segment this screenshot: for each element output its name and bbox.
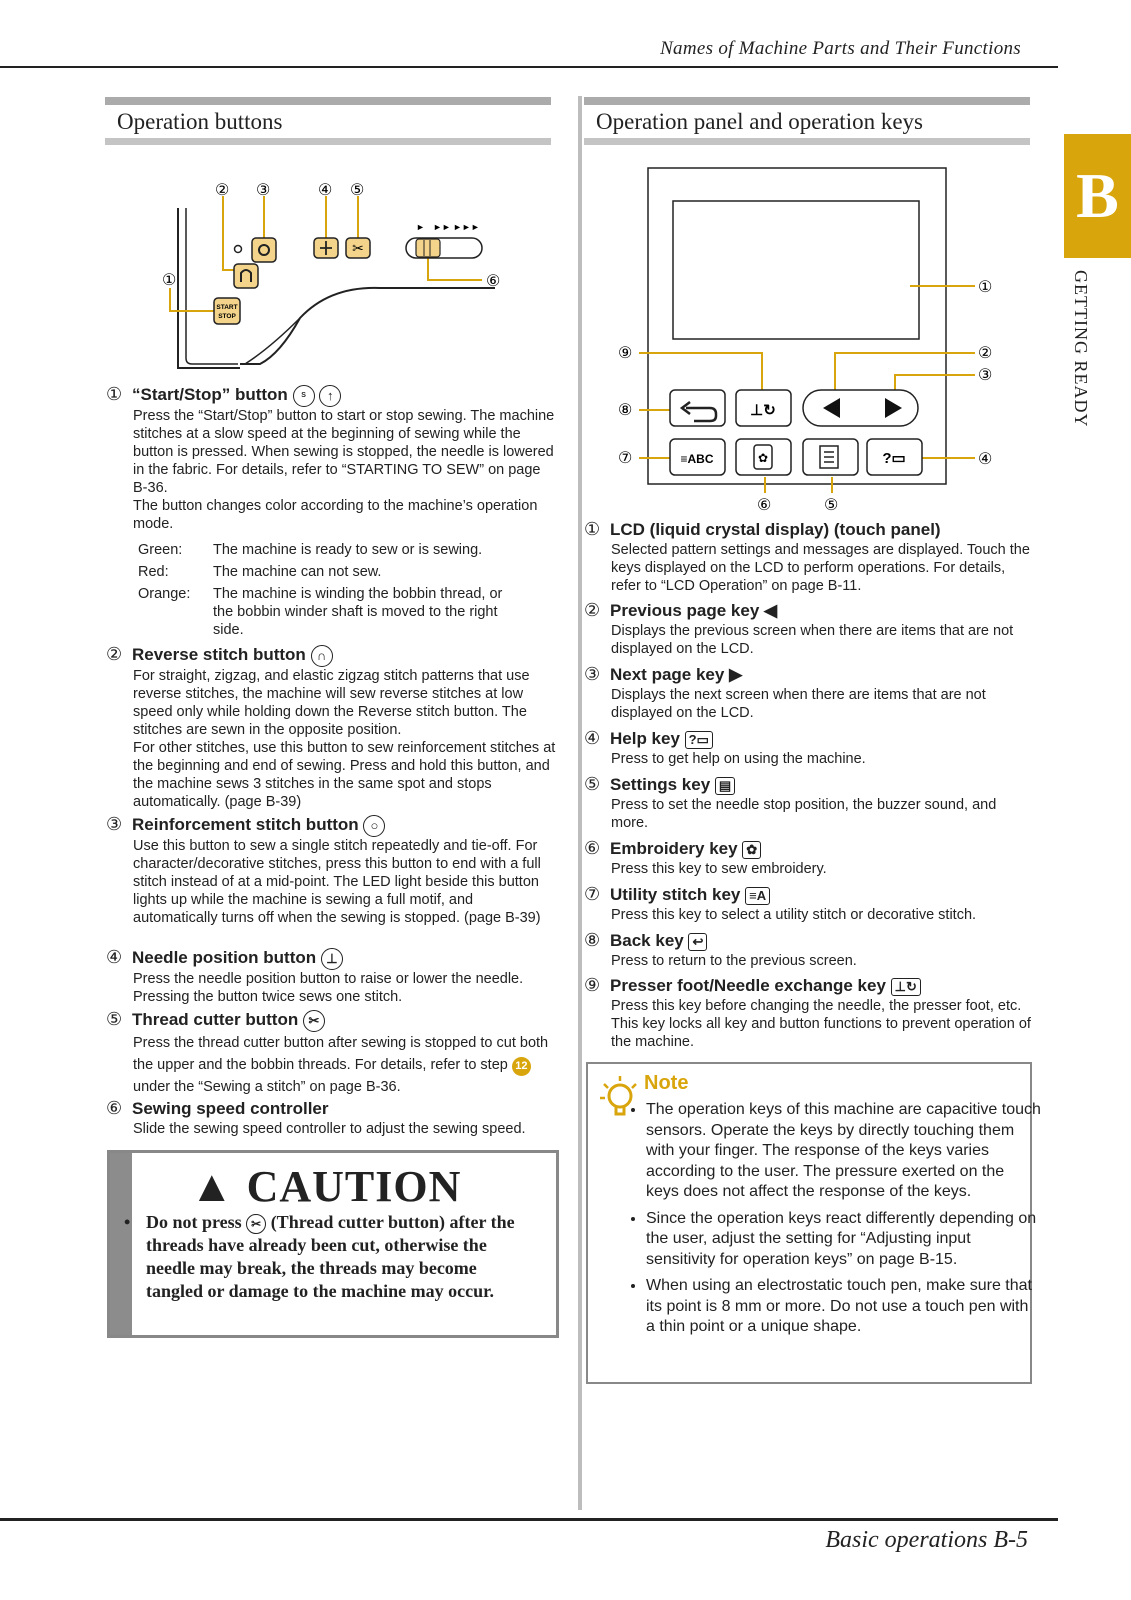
panel-callout-7: ⑦ xyxy=(618,450,633,467)
item-number: ⑦ xyxy=(584,884,601,904)
item-number: ⑤ xyxy=(106,1009,123,1029)
color-key: Green: xyxy=(138,541,183,558)
caution-title xyxy=(190,1161,461,1212)
caution-strip xyxy=(110,1153,132,1335)
item-body: Press this key to sew embroidery. xyxy=(611,861,827,877)
reverse-stitch-button[interactable] xyxy=(234,264,258,288)
lcd-screen xyxy=(673,201,919,339)
section-head-operation-buttons xyxy=(105,97,551,145)
item-number: ⑥ xyxy=(584,838,601,858)
item-utility-stitch xyxy=(584,883,1034,924)
item-previous-page xyxy=(584,599,1034,658)
item-body: Slide the sewing speed controller to adjust the sewing speed. xyxy=(133,1121,526,1137)
up-arrow-icon: ↑ xyxy=(319,385,341,407)
help-icon: ?▭ xyxy=(882,450,906,467)
item-title: Back key xyxy=(610,931,684,950)
speed-slow-mark: ► xyxy=(416,222,425,232)
item-speed-controller xyxy=(106,1097,556,1138)
item-body: Use this button to sew a single stitch repeatedly and tie-off. For character/decorative stitches, press this button to end with a full stitch instead of at a mid-point. The LED light beside this button lights up while the machine is sewing a full motif, and automatically turns off when the sewing is stopped. (page B-39) xyxy=(133,837,541,926)
panel-callout-4: ④ xyxy=(978,451,993,468)
caution-text-before: Do not press xyxy=(146,1212,242,1232)
note-item: • Since the operation keys react differently depending on the user, adjust the setting for “Adjusting input sensitivity for operation keys” on page B-15. xyxy=(646,1209,1041,1271)
note-list xyxy=(628,1100,1041,1344)
item-reinforcement-stitch xyxy=(106,813,556,927)
color-desc: The machine is winding the bobbin thread, or the bobbin winder shaft is moved to the right side. xyxy=(213,585,503,638)
panel-callout-6: ⑥ xyxy=(757,497,772,514)
item-number: ⑨ xyxy=(584,975,601,995)
embroidery-key[interactable] xyxy=(736,439,791,475)
speed-medium-mark: ►► xyxy=(433,222,451,232)
note-title: Note xyxy=(644,1072,689,1094)
item-body: For other stitches, use this button to sew reinforcement stitches at the beginning and end of sewing. Press and hold this button, and the machine sews 3 stitches in the same spot and stops automatically. (page B-39) xyxy=(133,739,556,810)
item-body: Selected pattern settings and messages are displayed. Touch the keys displayed on the LCD to perform operations. For details, refer to “LCD Operation” on page B-11. xyxy=(611,542,1030,594)
help-icon: ?▭ xyxy=(685,731,713,749)
item-title: Needle position button xyxy=(132,948,317,967)
item-number: ⑥ xyxy=(106,1098,123,1118)
operation-panel-diagram xyxy=(610,165,1010,517)
item-title: Reverse stitch button xyxy=(132,645,306,664)
item-title: LCD (liquid crystal display) (touch panel) xyxy=(610,520,941,539)
previous-icon: ◀ xyxy=(764,601,778,620)
item-lcd xyxy=(584,518,1034,595)
item-body: Press the thread cutter button after sewing is stopped to cut both the upper and the bobbin threads. For details, refer to step xyxy=(133,1034,549,1073)
led-indicator xyxy=(235,246,242,253)
item-number: ② xyxy=(584,600,601,620)
item-body: The button changes color according to the machine’s operation mode. xyxy=(133,497,538,532)
item-title: Presser foot/Needle exchange key xyxy=(610,976,886,995)
item-body: Press to set the needle stop position, the buzzer sound, and more. xyxy=(611,797,997,831)
color-desc: The machine is ready to sew or is sewing. xyxy=(213,541,483,558)
caution-text xyxy=(124,1211,526,1303)
scissors-icon: ✂ xyxy=(352,240,364,256)
embroidery-icon: ✿ xyxy=(742,841,761,859)
item-number: ④ xyxy=(106,947,123,967)
back-icon: ↩ xyxy=(688,933,707,951)
utility-stitch-key[interactable] xyxy=(670,439,725,475)
presser-foot-icon: ⊥↻ xyxy=(891,978,921,996)
section-title: Operation panel and operation keys xyxy=(596,109,923,134)
thread-cutter-button[interactable] xyxy=(346,238,370,258)
step-badge: 12 xyxy=(512,1057,531,1076)
item-number: ① xyxy=(106,384,123,404)
item-number: ① xyxy=(584,519,601,539)
item-body: Press the “Start/Stop” button to start or stop sewing. The machine stitches at a slow speed at the beginning of sewing while the button is pressed. When sewing is stopped, the needle is lowered in the fabric. For details, refer to “STARTING TO SEW” on page B-36. xyxy=(133,407,555,496)
item-body: Press this key to select a utility stitch or decorative stitch. xyxy=(611,907,977,923)
callout-3: ③ xyxy=(256,182,271,199)
reinforcement-icon: ○ xyxy=(363,815,385,837)
callout-4: ④ xyxy=(318,182,333,199)
item-body: Press to return to the previous screen. xyxy=(611,953,857,969)
callout-6: ⑥ xyxy=(486,273,501,290)
item-number: ⑤ xyxy=(584,774,601,794)
stop-label: STOP xyxy=(218,313,236,320)
scissors-icon: ✂ xyxy=(303,1010,325,1032)
panel-callout-9: ⑨ xyxy=(618,345,633,362)
item-body: Displays the next screen when there are items that are not displayed on the LCD. xyxy=(611,687,986,721)
panel-callout-2: ② xyxy=(978,345,993,362)
item-number: ② xyxy=(106,644,123,664)
item-number: ④ xyxy=(584,728,601,748)
embroidery-icon: ✿ xyxy=(757,451,769,465)
caution-title-text: CAUTION xyxy=(246,1162,462,1211)
item-title: Embroidery key xyxy=(610,839,738,858)
note-item: • When using an electrostatic touch pen, make sure that its point is 8 mm or more. Do not use a touch pen with a thin point or a unique shape. xyxy=(646,1276,1041,1338)
running-head: Names of Machine Parts and Their Functions xyxy=(660,38,1021,59)
item-title: “Start/Stop” button xyxy=(132,385,288,404)
footer-text: Basic operations B-5 xyxy=(825,1527,1028,1553)
presser-foot-icon: ⊥↻ xyxy=(750,402,776,419)
warning-icon: ▲ xyxy=(190,1162,235,1211)
item-body: For straight, zigzag, and elastic zigzag stitch patterns that use reverse stitches, the machine will sew reverse stitches at low speed only while holding down the Reverse stitch button. The stitches are sewn in the opposite position. xyxy=(133,667,530,738)
panel-callout-8: ⑧ xyxy=(618,402,633,419)
color-desc: The machine can not sew. xyxy=(213,563,382,580)
start-stop-button[interactable] xyxy=(214,298,240,324)
color-key: Red: xyxy=(138,563,169,580)
chapter-tab: B xyxy=(1064,134,1131,258)
item-title: Sewing speed controller xyxy=(132,1099,329,1118)
speed-controller-slider[interactable] xyxy=(406,238,482,258)
item-thread-cutter xyxy=(106,1008,556,1098)
presser-foot-needle-exchange-key[interactable] xyxy=(736,390,791,426)
utility-stitch-icon: ≡A xyxy=(745,887,770,905)
note-box xyxy=(586,1062,1041,1384)
needle-position-icon: ⊥ xyxy=(321,948,343,970)
item-body: Press to get help on using the machine. xyxy=(611,751,866,767)
footer-rule xyxy=(0,1518,1058,1521)
item-help xyxy=(584,727,1034,768)
panel-callout-5: ⑤ xyxy=(824,497,839,514)
bullet: • xyxy=(124,1212,131,1232)
item-number: ⑧ xyxy=(584,930,601,950)
item-title: Thread cutter button xyxy=(132,1010,299,1029)
color-key: Orange: xyxy=(138,585,191,602)
needle-position-button[interactable] xyxy=(314,238,338,258)
caution-box xyxy=(107,1150,559,1338)
next-icon: ▶ xyxy=(729,665,743,684)
speed-fast-mark: ►►► xyxy=(453,222,480,232)
callout-5: ⑤ xyxy=(350,182,365,199)
section-title: Operation buttons xyxy=(117,109,283,134)
item-back xyxy=(584,929,1034,970)
item-title: Reinforcement stitch button xyxy=(132,815,359,834)
item-title: Settings key xyxy=(610,775,711,794)
item-presser-foot-exchange xyxy=(584,974,1034,1051)
item-body: Press the needle position button to raise or lower the needle. Pressing the button twice sews one stitch. xyxy=(133,970,524,1005)
item-title: Next page key xyxy=(610,665,725,684)
item-body: under the “Sewing a stitch” on page B-36. xyxy=(133,1078,401,1095)
reinforcement-stitch-button[interactable] xyxy=(252,238,276,262)
help-key[interactable] xyxy=(867,439,922,475)
item-reverse-stitch xyxy=(106,643,556,811)
item-title: Help key xyxy=(610,729,680,748)
scissors-icon: ✂ xyxy=(246,1214,266,1234)
item-title: Utility stitch key xyxy=(610,885,741,904)
item-settings xyxy=(584,773,1034,832)
column-divider xyxy=(578,96,582,1510)
callout-1: ① xyxy=(162,272,177,289)
item-number: ③ xyxy=(106,814,123,834)
settings-icon: ▤ xyxy=(715,777,735,795)
color-table xyxy=(138,541,523,643)
note-item: • The operation keys of this machine are capacitive touch sensors. Operate the keys by directly touching them with your finger. The response of the keys varies according to the user. The pressure exerted on the keys does not affect the response of the keys. xyxy=(646,1100,1041,1203)
start-stop-icon: S xyxy=(293,385,315,407)
item-embroidery xyxy=(584,837,1034,878)
settings-key[interactable] xyxy=(803,439,858,475)
callout-2: ② xyxy=(215,182,230,199)
chapter-label: GETTING READY xyxy=(1071,270,1091,428)
back-key[interactable] xyxy=(670,390,725,426)
item-body: Displays the previous screen when there are items that are not displayed on the LCD. xyxy=(611,623,1014,657)
utility-stitch-icon: ≡ABC xyxy=(680,452,714,466)
header-rule xyxy=(0,66,1058,68)
section-head-operation-panel xyxy=(584,97,1030,145)
item-number: ③ xyxy=(584,664,601,684)
panel-callout-3: ③ xyxy=(978,367,993,384)
item-title: Previous page key xyxy=(610,601,760,620)
reverse-icon: ∩ xyxy=(311,645,333,667)
item-next-page xyxy=(584,663,1034,722)
item-start-stop xyxy=(106,383,556,643)
panel-callout-1: ① xyxy=(978,279,993,296)
operation-buttons-diagram xyxy=(150,178,510,373)
caution-text-after: (Thread cutter button) after the threads have already been cut, otherwise the needle may break, the threads may become tangled or damage to the machine may occur. xyxy=(146,1212,515,1301)
start-label: START xyxy=(216,304,238,311)
item-needle-position xyxy=(106,946,556,1006)
item-body: Press this key before changing the needle, the presser foot, etc. This key locks all key and button functions to prevent operation of the machine. xyxy=(611,998,1031,1050)
